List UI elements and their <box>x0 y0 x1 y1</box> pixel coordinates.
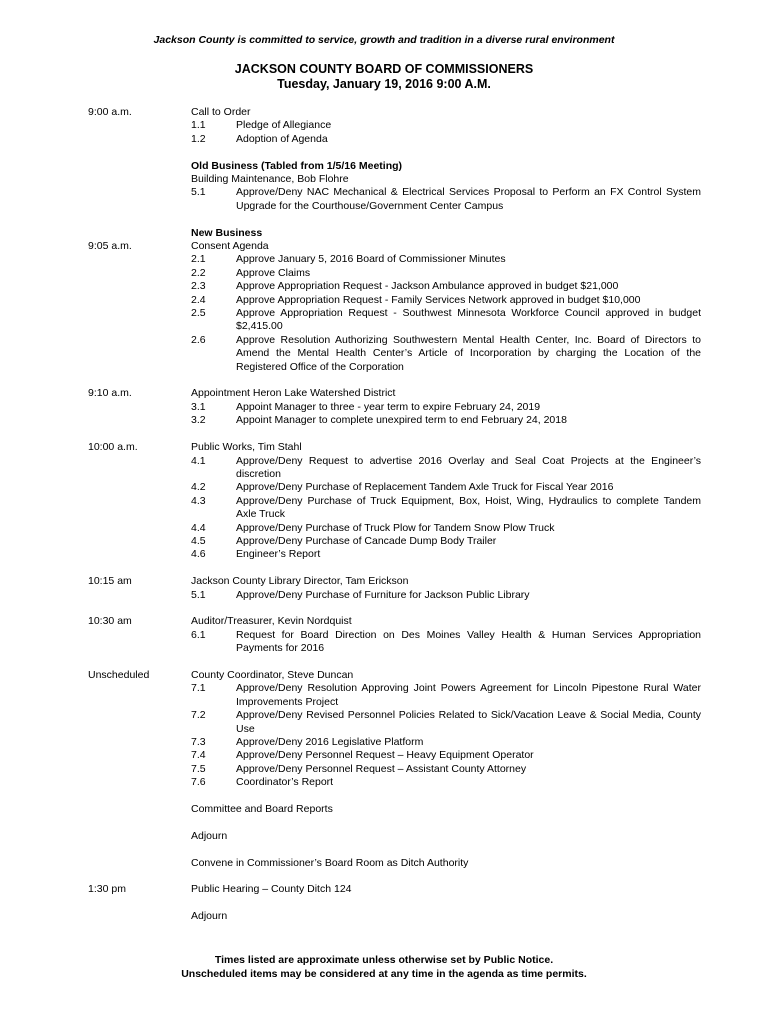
document-title <box>0 62 768 92</box>
agenda-content <box>191 106 701 240</box>
agenda-item-number: 4.4 <box>191 521 206 534</box>
section-heading: Old Business (Tabled from 1/5/16 Meeting) <box>191 159 403 172</box>
spacer <box>191 897 701 910</box>
agenda-line: Building Maintenance, Bob Flohre <box>191 173 349 186</box>
agenda-item-text: Approve/Deny Personnel Request – Assistant County Attorney <box>236 762 527 775</box>
agenda-item-text: Approve/Deny Purchase of Truck Plow for Tandem Snow Plow Truck <box>236 521 555 534</box>
agenda-item-number: 7.3 <box>191 735 206 748</box>
agenda-item-text: Appoint Manager to complete unexpired term to end February 24, 2018 <box>236 414 567 427</box>
agenda-body <box>0 106 768 924</box>
agenda-item-text: Approve Appropriation Request - Southwest Minnesota Workforce Council approved in budget $2,415.00 <box>236 307 701 333</box>
board-name: JACKSON COUNTY BOARD OF COMMISSIONERS <box>234 62 534 76</box>
agenda-item-text: Approve Resolution Authorizing Southwestern Mental Health Center, Inc. Board of Directors to Amend the Mental Health Center’s Article of Incorporation by charging the Location of the Registered Office of the Corporation <box>236 333 701 373</box>
spacer <box>191 790 701 803</box>
agenda-block <box>0 615 768 669</box>
spacer <box>191 562 701 575</box>
agenda-item-text: Adoption of Agenda <box>236 132 328 145</box>
agenda-item <box>191 294 701 307</box>
agenda-item-number: 7.4 <box>191 749 206 762</box>
agenda-block <box>0 575 768 615</box>
agenda-item <box>191 401 701 414</box>
agenda-item-text: Approve/Deny Purchase of Replacement Tandem Axle Truck for Fiscal Year 2016 <box>236 481 614 494</box>
agenda-item-number: 1.2 <box>191 132 206 145</box>
agenda-content <box>191 883 701 923</box>
agenda-block <box>0 106 768 240</box>
agenda-item-number: 4.5 <box>191 534 206 547</box>
agenda-item-text: Request for Board Direction on Des Moines Valley Health & Human Services Appropriation Payments for 2016 <box>236 628 701 655</box>
agenda-line: Appointment Heron Lake Watershed District <box>191 387 396 400</box>
agenda-item <box>191 119 701 132</box>
agenda-item-text: Approve/Deny Personnel Request – Heavy Equipment Operator <box>236 749 534 762</box>
agenda-item-number: 5.1 <box>191 186 206 199</box>
agenda-item-number: 3.2 <box>191 414 206 427</box>
agenda-time: 10:15 am <box>88 575 132 588</box>
agenda-item-number: 7.6 <box>191 776 206 789</box>
agenda-line: Committee and Board Reports <box>191 803 333 815</box>
section-heading: New Business <box>191 226 263 239</box>
agenda-item-text: Approve Appropriation Request - Jackson Ambulance approved in budget $21,000 <box>236 280 619 293</box>
agenda-item <box>191 535 701 548</box>
spacer <box>191 843 701 856</box>
spacer <box>191 656 701 669</box>
agenda-content <box>191 240 701 387</box>
agenda-block <box>0 883 768 923</box>
agenda-item-number: 7.2 <box>191 709 206 722</box>
agenda-time: 9:00 a.m. <box>88 106 132 118</box>
agenda-block <box>0 240 768 387</box>
agenda-line: Public Works, Tim Stahl <box>191 441 302 454</box>
agenda-item-number: 4.2 <box>191 481 206 494</box>
agenda-item <box>191 334 701 374</box>
agenda-item <box>191 709 701 736</box>
agenda-item-number: 2.2 <box>191 266 206 279</box>
agenda-item-text: Approve/Deny NAC Mechanical & Electrical Services Proposal to Perform an FX Control System Upgrade for the Courthouse/Government Center Campus <box>236 186 701 212</box>
agenda-block <box>0 441 768 575</box>
agenda-block <box>0 669 768 883</box>
agenda-line: Adjourn <box>191 910 228 923</box>
agenda-item <box>191 736 701 749</box>
agenda-item <box>191 267 701 280</box>
agenda-item <box>191 481 701 494</box>
agenda-item-text: Approve/Deny Purchase of Furniture for Jackson Public Library <box>236 588 530 601</box>
agenda-line: Jackson County Library Director, Tam Erickson <box>191 575 409 588</box>
agenda-item <box>191 280 701 293</box>
agenda-item-number: 5.1 <box>191 588 206 601</box>
agenda-item-number: 4.3 <box>191 494 206 507</box>
agenda-item-text: Approve/Deny Purchase of Truck Equipment, Box, Hoist, Wing, Hydraulics to complete Tandem Axle Truck <box>236 494 701 521</box>
agenda-line: Call to Order <box>191 106 251 118</box>
agenda-time: Unscheduled <box>88 668 150 681</box>
spacer <box>191 146 701 159</box>
spacer <box>191 870 701 883</box>
agenda-item-number: 3.1 <box>191 400 206 413</box>
agenda-item-number: 6.1 <box>191 628 206 641</box>
agenda-line: Public Hearing – County Ditch 124 <box>191 883 352 896</box>
agenda-item <box>191 548 701 561</box>
agenda-item-number: 2.1 <box>191 253 206 266</box>
footer-line-unscheduled: Unscheduled items may be considered at any time in the agenda as time permits. <box>181 968 587 980</box>
agenda-item <box>191 495 701 522</box>
meeting-date: Tuesday, January 19, 2016 9:00 A.M. <box>277 77 491 91</box>
agenda-item-text: Approve Claims <box>236 266 311 279</box>
agenda-item <box>191 133 701 146</box>
agenda-block <box>0 387 768 441</box>
spacer <box>191 213 701 226</box>
agenda-line: Convene in Commissioner’s Board Room as Ditch Authority <box>191 856 469 869</box>
agenda-item <box>191 455 701 482</box>
spacer <box>191 374 701 387</box>
agenda-item-text: Approve/Deny Purchase of Cancade Dump Body Trailer <box>236 534 497 547</box>
agenda-line: Auditor/Treasurer, Kevin Nordquist <box>191 615 352 628</box>
footer-notice <box>0 953 768 981</box>
agenda-time: 1:30 pm <box>88 883 126 896</box>
agenda-item-text: Pledge of Allegiance <box>236 119 332 132</box>
agenda-item-text: Appoint Manager to three - year term to expire February 24, 2019 <box>236 400 541 413</box>
agenda-content <box>191 615 701 669</box>
agenda-item-number: 7.1 <box>191 682 206 695</box>
agenda-item <box>191 589 701 602</box>
agenda-item <box>191 682 701 709</box>
agenda-content <box>191 387 701 441</box>
spacer <box>191 602 701 615</box>
agenda-time: 10:00 a.m. <box>88 441 138 454</box>
agenda-item <box>191 763 701 776</box>
agenda-item-text: Approve/Deny 2016 Legislative Platform <box>236 735 424 748</box>
agenda-item <box>191 307 701 334</box>
agenda-item <box>191 522 701 535</box>
county-tagline: Jackson County is committed to service, growth and tradition in a diverse rural environment <box>153 34 615 46</box>
agenda-item <box>191 629 701 656</box>
agenda-line: Consent Agenda <box>191 240 269 253</box>
agenda-line: County Coordinator, Steve Duncan <box>191 668 354 681</box>
footer-line-times: Times listed are approximate unless otherwise set by Public Notice. <box>214 954 554 966</box>
agenda-item-text: Approve/Deny Resolution Approving Joint Powers Agreement for Lincoln Pipestone Rural Water Improvements Project <box>236 682 701 708</box>
agenda-item <box>191 749 701 762</box>
agenda-content <box>191 575 701 615</box>
spacer <box>191 816 701 829</box>
agenda-item-number: 1.1 <box>191 119 206 132</box>
agenda-item-text: Approve Appropriation Request - Family Services Network approved in budget $10,000 <box>236 293 641 306</box>
agenda-item-text: Approve/Deny Request to advertise 2016 Overlay and Seal Coat Projects at the Engineer’s discretion <box>236 454 701 480</box>
agenda-item-number: 2.5 <box>191 307 206 320</box>
agenda-time: 9:05 a.m. <box>88 240 132 253</box>
agenda-item-text: Approve January 5, 2016 Board of Commissioner Minutes <box>236 253 506 266</box>
spacer <box>191 428 701 441</box>
agenda-item-number: 2.3 <box>191 280 206 293</box>
agenda-item-number: 2.6 <box>191 333 206 346</box>
agenda-content <box>191 441 701 575</box>
agenda-item <box>191 414 701 427</box>
agenda-item-text: Approve/Deny Revised Personnel Policies Related to Sick/Vacation Leave & Social Media, County Use <box>236 709 701 735</box>
agenda-item-text: Coordinator’s Report <box>236 776 334 789</box>
agenda-item-number: 2.4 <box>191 293 206 306</box>
agenda-time: 9:10 a.m. <box>88 387 132 400</box>
agenda-item <box>191 253 701 266</box>
agenda-item-text: Engineer’s Report <box>236 548 321 561</box>
agenda-item <box>191 776 701 789</box>
agenda-item <box>191 186 701 213</box>
agenda-content <box>191 669 701 883</box>
agenda-time: 10:30 am <box>88 615 132 628</box>
agenda-item-number: 4.6 <box>191 548 206 561</box>
agenda-item-number: 7.5 <box>191 762 206 775</box>
agenda-item-number: 4.1 <box>191 454 206 467</box>
agenda-line: Adjourn <box>191 829 228 842</box>
